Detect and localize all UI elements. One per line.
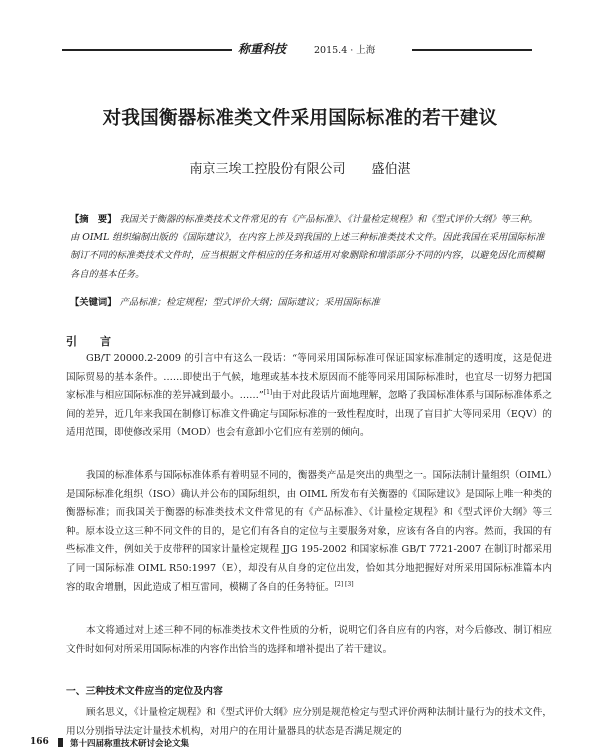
abstract: [70, 211, 545, 284]
page-number: 166: [30, 737, 49, 747]
keywords: [70, 294, 545, 308]
citation-ref: [1]: [263, 389, 273, 396]
page-footer: [30, 737, 570, 747]
author-organization: 南京三埃工控股份有限公司: [189, 162, 346, 177]
section-1-heading: 一、三种技术文件应当的定位及内容: [66, 686, 223, 697]
conference-name: 第十四届称重技术研讨会论文集: [70, 739, 190, 749]
author-name: 盛伯湛: [371, 162, 411, 177]
abstract-label: 【摘 要】: [70, 214, 117, 225]
header-rule-right: [412, 49, 532, 51]
header-rule-left: [62, 49, 232, 51]
journal-issue: 2015.4 · 上海: [314, 45, 376, 56]
abstract-text: 我国关于衡器的标准类技术文件常见的有《产品标准》、《计量检定规程》和《型式评价大纲》等三种。由 OIML 组织编制出版的《国际建议》，在内容上涉及到我国的上述三种标准类技术文件。因此我国在采用国际标准制订不同的标准类技术文件时，应当根据文件相应的任务和适用对象删除和增添部分不同的内容，以避免因化而模糊各自的基本任务。: [70, 214, 545, 280]
paper-title: 对我国衡器标准类文件采用国际标准的若干建议: [102, 108, 498, 129]
journal-name: 称重科技: [238, 42, 287, 56]
intro-paragraph-1: [66, 350, 552, 443]
intro-p1-text: GB/T 20000.2-2009 的引言中有这么一段话：“等同采用国际标准可保证国家标准制定的透明度，这是促进国际贸易的基本条件。……即使出于气候，地理或基本技术原因而不能等同采用国际标准时，也宜尽一切努力把国家标准与相应国际标准的差异减到最小。……”: [66, 353, 552, 402]
citation-ref: [2] [3]: [334, 580, 354, 588]
intro-paragraph-2: [66, 467, 552, 597]
keywords-text: 产品标准；检定规程；型式评价大纲；国际建议；采用国际标准: [119, 297, 380, 308]
intro-paragraph-3: 本文将通过对上述三种不同的标准类技术文件性质的分析，说明它们各自应有的内容，对今后修改、制订相应文件时如何对所采用国际标准的内容作出恰当的选择和增补提出了若干建议。: [66, 625, 552, 655]
keywords-label: 【关键词】: [70, 297, 117, 308]
footer-marker: [58, 738, 63, 747]
intro-heading: 引 言: [66, 335, 117, 348]
author-line: [0, 158, 600, 177]
intro-p2-text: 我国的标准体系与国际标准体系有着明显不同的，衡器类产品是突出的典型之一。国际法制计量组织（OIML）是国际标准化组织（ISO）确认并公布的国际组织，由 OIML 所发布有关衡器的《国际建议》是国际上唯一种类的衡器标准；而我国关于衡器的标准类技术文件常见的有《产品标准》、《计量检定规程》和《型式评价大纲》等三种。原本设立这三种不同文件的目的，是它们有各自的定位与主要服务对象，应该有各自的内容。然而，我国的有些标准文件，例如关于皮带秤的国家计量检定规程 JJG 195-2002 和国家标准 GB/T 7721-2007 在制订时都采用了同一国际标准 OIML R50:1997（E），却没有从自身的定位出发，恰如其分地把握好对所采用国际标准篇本内容的取舍增删，因此造成了相互雷同，模糊了各自的任务特征。: [66, 470, 552, 593]
section-1-paragraph-1: 顾名思义，《计量检定规程》和《型式评价大纲》应分别是规范检定与型式评价两种法制计量行为的技术文件，用以分别指导法定计量技术机构，对用户的在用计量器具的状态是否满足规定的: [66, 707, 552, 737]
intro-p1-tail: 由于对此段话片面地理解，忽略了我国标准体系与国际标准体系之间的差异，近几年来我国在制修订标准文件确定与国际标准的一致性程度时，出现了盲目扩大等同采用（EQV）的适用范围，即使修改采用（MOD）也会有意卸小它们应有差别的倾向。: [66, 390, 553, 439]
running-header: [62, 40, 532, 58]
